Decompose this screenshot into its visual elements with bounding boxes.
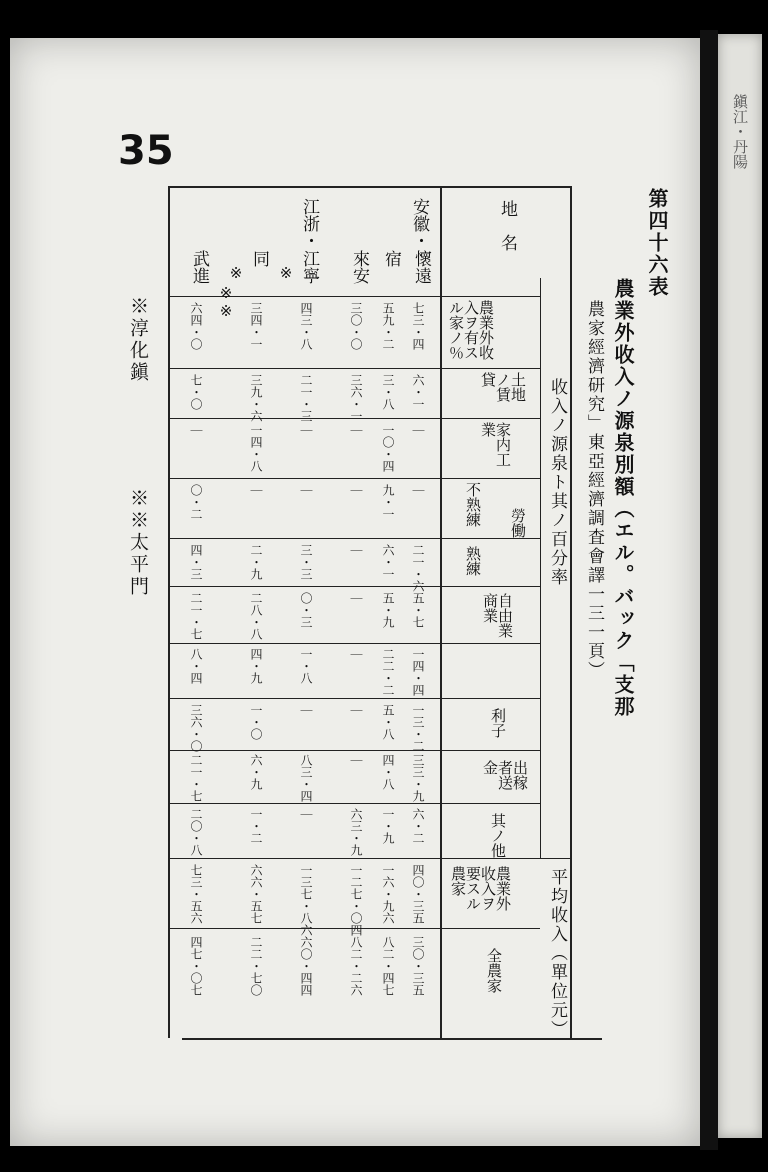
table-cell: 六・二 — [411, 808, 425, 844]
header-col6: 自由業商業 — [481, 593, 514, 638]
table-source: 農家經濟研究」東亞經濟調査會譯一三一頁） — [584, 300, 604, 680]
table-cell: 七三・五六 — [189, 864, 203, 924]
table-cell: 三四・一 — [249, 302, 263, 350]
table-cell: 三六・一 — [349, 374, 363, 422]
table-cell: 四・九 — [249, 648, 263, 684]
table-cell: ｜ — [349, 754, 363, 766]
table-cell: 二二・二 — [381, 648, 395, 696]
table-right-rule — [570, 186, 572, 1038]
header-col11: 全農家 — [485, 948, 503, 993]
pct-group-rule — [540, 278, 541, 858]
table-cell: 八・四 — [189, 648, 203, 684]
table-cell: 四・八 — [381, 754, 395, 790]
table-cell: 二一・六 — [411, 544, 425, 592]
province-jiangsu: 江浙・ — [299, 198, 319, 249]
table-cell: ｜ — [411, 484, 425, 496]
table-cell: 六六・五七 — [249, 864, 263, 924]
table-cell: ｜ — [349, 424, 363, 436]
header-left-rule — [440, 186, 442, 1038]
footnote-1: ※淳化鎭 — [127, 296, 149, 384]
col-rule-2 — [170, 368, 540, 369]
header-col5: 熟練 — [464, 546, 482, 576]
table-cell: 一〇・四 — [381, 424, 395, 472]
table-cell: 二二・七〇 — [249, 936, 263, 996]
table-cell: ｜ — [299, 808, 313, 820]
header-avg-group: 平均收入（單位元） — [547, 868, 567, 1039]
header-col10: 農業外收入ヲ要スル農家 — [449, 866, 512, 911]
table-cell: 二一・七 — [189, 592, 203, 640]
table-cell: 四七・〇七 — [189, 936, 203, 996]
row-name-4: 江寧 — [299, 250, 319, 284]
table-cell: ｜ — [411, 424, 425, 436]
footnote-2: ※※太平門 — [127, 488, 149, 598]
table-cell: 三九・六 — [249, 374, 263, 422]
table-cell: 六・一 — [411, 374, 425, 410]
table-cell: 二一・三 — [299, 374, 313, 422]
table-cell: 六・九 — [249, 754, 263, 790]
table-cell: 四・三 — [189, 544, 203, 580]
table-cell: ｜ — [349, 648, 363, 660]
table-cell: 〇・三 — [299, 592, 313, 628]
header-col4: 不熟練 — [464, 482, 482, 527]
table-cell: 〇・二 — [189, 484, 203, 520]
col-rule-9 — [170, 750, 540, 751]
table-cell: 一・二 — [249, 808, 263, 844]
table-cell: 五・九 — [381, 592, 395, 628]
table-cell: 八二・四七 — [381, 936, 395, 996]
row-name-5: 同 — [249, 250, 269, 267]
header-col3: 家内工業 — [479, 422, 512, 467]
col-rule-7 — [170, 643, 540, 644]
table-cell: 一四・八 — [249, 424, 263, 472]
table-cell: 一・九 — [381, 808, 395, 844]
table-cell: ｜ — [189, 424, 203, 436]
table-cell: 一・〇 — [249, 704, 263, 740]
table-cell: 九・一 — [381, 484, 395, 520]
header-place: 地 名 — [497, 200, 517, 251]
table-cell: 三・八 — [381, 374, 395, 410]
table-cell: 一・八 — [299, 648, 313, 684]
col-rule-10 — [170, 803, 540, 804]
row-name-1: 懷遠 — [411, 250, 431, 284]
table-cell: 六・一 — [381, 544, 395, 580]
row-name-6: 武進 — [189, 250, 209, 284]
header-col9: 其ノ他 — [489, 813, 507, 858]
header-col2: 土地ノ賃貸 — [479, 372, 527, 402]
col-rule-11 — [170, 858, 540, 859]
col-rule-5 — [170, 538, 540, 539]
table-cell: 七三・四 — [411, 302, 425, 350]
table-top-rule — [168, 186, 570, 188]
table-cell: ｜ — [349, 484, 363, 496]
col-rule-4 — [170, 478, 540, 479]
table-cell: ｜ — [349, 704, 363, 716]
table-number: 第四十六表 — [645, 188, 669, 298]
table-cell: 一四・四 — [411, 648, 425, 696]
col-rule-8 — [170, 698, 540, 699]
table-cell: 六〇・四四 — [299, 936, 313, 996]
ghost-text: 鎭江・丹陽 — [731, 94, 749, 169]
table-bottom-rule — [182, 1038, 602, 1040]
table-cell: 五九・二 — [381, 302, 395, 350]
table-cell: ｜ — [349, 592, 363, 604]
header-col1: 農業外收入ヲ有スル家ノ％ — [447, 300, 495, 360]
avg-group-rule-h — [540, 858, 570, 859]
page-number: 35 — [118, 128, 174, 174]
col-rule-6 — [170, 586, 540, 587]
header-pct-group: 收入ノ源泉ト其ノ百分率 — [547, 378, 567, 587]
table-cell: 四三・八 — [299, 302, 313, 350]
table-cell: 三六・〇 — [189, 704, 203, 752]
table-cell: 一三・二 — [411, 704, 425, 752]
table-cell: 八三・四 — [299, 754, 313, 802]
table-cell: ｜ — [299, 704, 313, 716]
table-cell: 五・七 — [411, 592, 425, 628]
document-page — [10, 38, 700, 1146]
table-cell: 三三・九 — [411, 754, 425, 802]
table-cell: ｜ — [299, 424, 313, 436]
table-left-rule — [168, 186, 170, 1038]
province-anhui: 安徽・ — [409, 198, 429, 249]
table-cell: 一二七・〇四 — [349, 864, 363, 936]
table-cell: 二・九 — [249, 544, 263, 580]
avg-col-split — [440, 928, 540, 929]
table-cell: 二八・八 — [249, 592, 263, 640]
facing-page — [718, 34, 762, 1138]
table-cell: 三・三 — [299, 544, 313, 580]
table-cell: 五・八 — [381, 704, 395, 740]
table-cell: 二〇・八 — [189, 808, 203, 856]
book-spine — [700, 30, 718, 1150]
table-cell: 三〇・三五 — [411, 936, 425, 996]
table-cell: ｜ — [249, 484, 263, 496]
table-cell: 六四・〇 — [189, 302, 203, 350]
table-cell: 二一・七 — [189, 754, 203, 802]
mark-jiangning: ※ — [277, 264, 295, 282]
table-cell: 八二・二六 — [349, 936, 363, 996]
mark-same: ※ — [227, 264, 245, 282]
header-col7: 利子 — [489, 708, 507, 738]
mark-wujin: ※※ — [217, 284, 235, 320]
table-cell: 一三七・八六 — [299, 864, 313, 936]
table-cell: ｜ — [349, 544, 363, 556]
table-cell: 一六・九六 — [381, 864, 395, 924]
table-cell: 四〇・三五 — [411, 864, 425, 924]
table-cell: 三〇・〇 — [349, 302, 363, 350]
header-col8: 出稼者送金 — [481, 760, 529, 790]
table-cell: 六三・九 — [349, 808, 363, 856]
row-name-3: 來安 — [349, 250, 369, 284]
row-name-2: 宿 — [381, 250, 401, 267]
table-title: 農業外收入ノ源泉別額（エル。バック「支那 — [611, 278, 635, 718]
header-labor: 勞働 — [509, 508, 527, 538]
table-cell: 七・〇 — [189, 374, 203, 410]
table-cell: ｜ — [299, 484, 313, 496]
